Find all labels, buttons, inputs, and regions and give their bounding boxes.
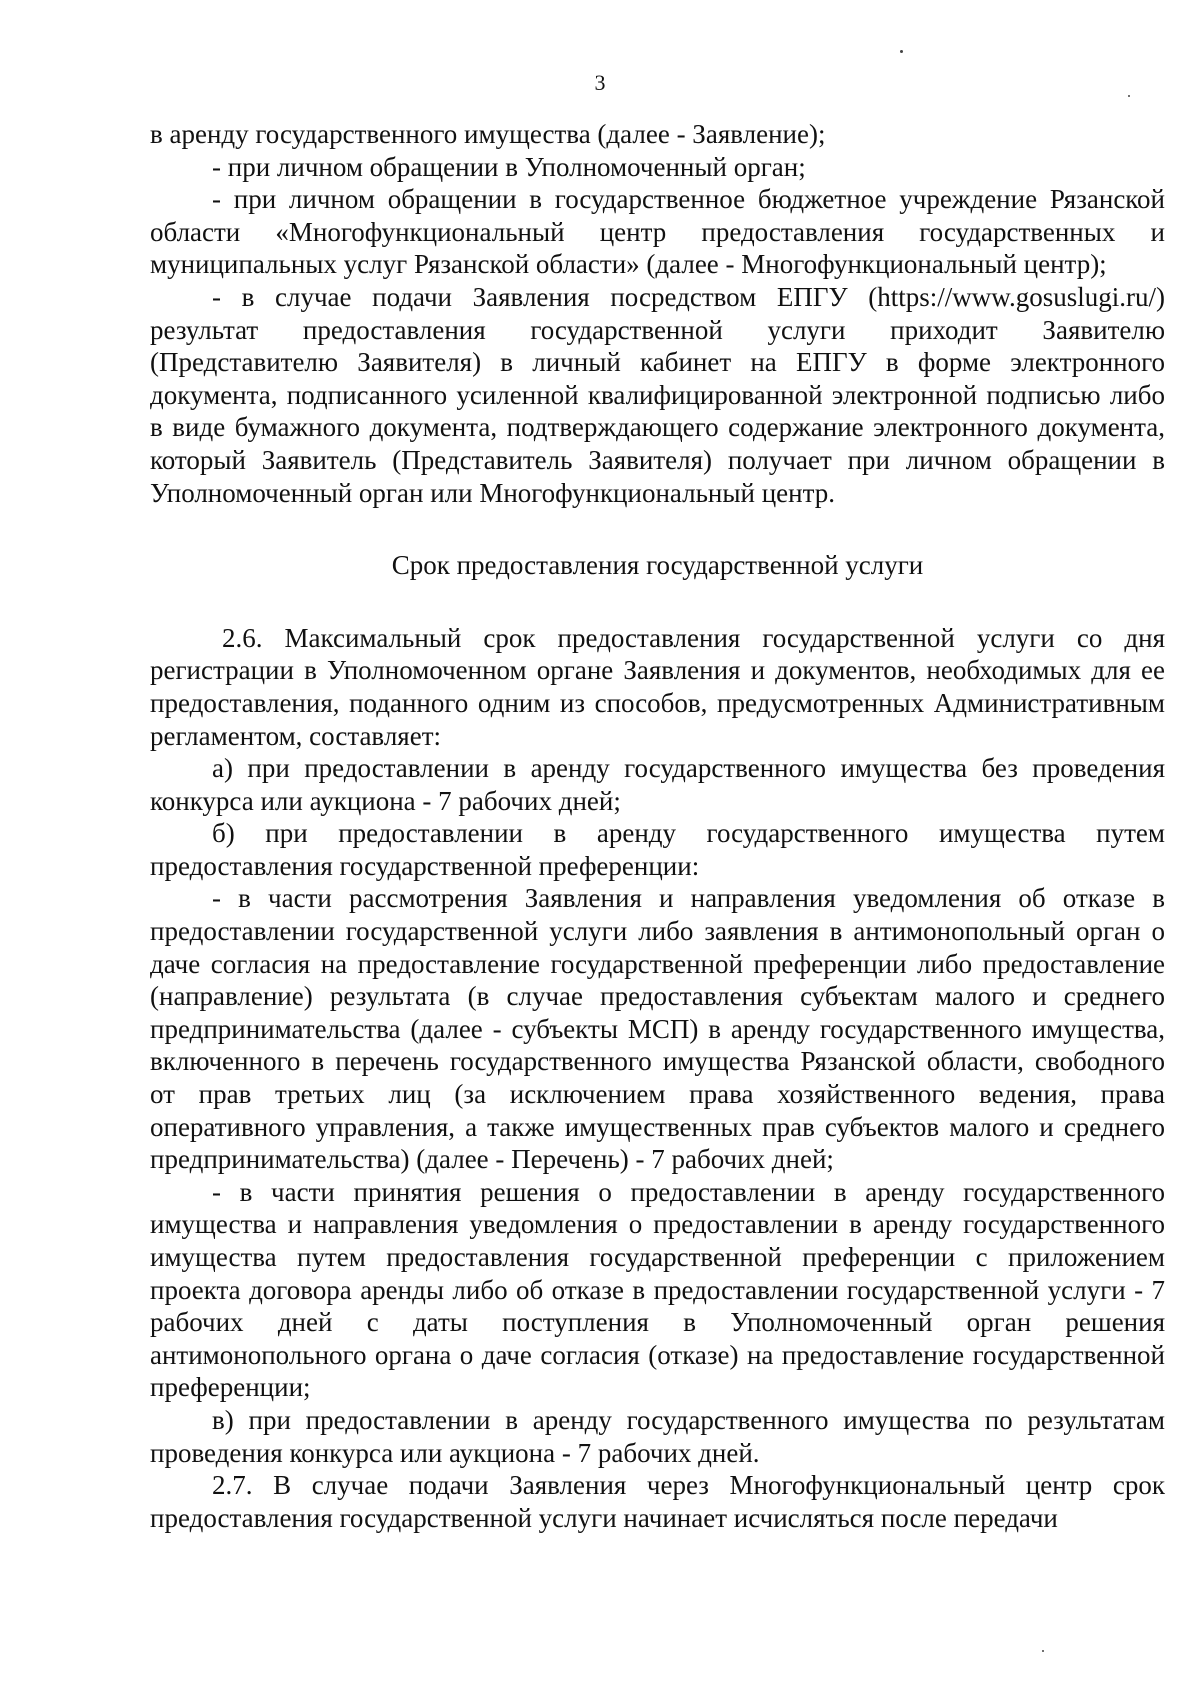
list-item-b-decision: - в части принятия решения о предоставлении в аренду государственного имущества и направления уведомления о предоставлении в аренду государственного имущества путем предоставления государственной преференции с приложением проекта договора аренды либо об отказе в предоставлении государственной услуги - 7 рабочих дней с даты поступления в Уполномоченный орган решения антимонопольного органа о даче согласия (отказе) на предоставление государственной преференции; (150, 1176, 1165, 1403)
paragraph-continuation: в аренду государственного имущества (далее - Заявление); (150, 119, 826, 149)
page-number: 3 (594, 70, 606, 95)
list-item-b: б) при предоставлении в аренду государственного имущества путем предоставления государственной преференции: (150, 818, 1165, 881)
list-item-a: а) при предоставлении в аренду государственного имущества без проведения конкурса или аукциона - 7 рабочих дней; (150, 753, 1165, 816)
section-heading: Срок предоставления государственной услуги (391, 550, 924, 581)
list-item-personal-mfc: - при личном обращении в государственное бюджетное учреждение Рязанской области «Многофункциональный центр предоставления государственных и муниципальных услуг Рязанской области» (далее - Многофункциональный центр); (150, 184, 1165, 280)
list-item-b-review: - в части рассмотрения Заявления и направления уведомления об отказе в предоставлении государственной услуги либо заявления в антимонопольный орган о даче согласия на предоставление государственной преференции либо предоставление (направление) результата (в случае предоставления субъектам малого и среднего предпринимательства (далее - субъекты МСП) в аренду государственного имущества, включенного в перечень государственного имущества Рязанской области, свободного от прав третьих лиц (за исключением права хозяйственного ведения, права оперативного управления, а также имущественных прав субъектов малого и среднего предпринимательства) (далее - Перечень) - 7 рабочих дней; (150, 883, 1165, 1175)
list-item-v: в) при предоставлении в аренду государственного имущества по результатам проведения конкурса или аукциона - 7 рабочих дней. (150, 1404, 1165, 1468)
paragraph-2-6: 2.6. Максимальный срок предоставления государственной услуги со дня регистрации в Уполномоченном органе Заявления и документов, необходимых для ее предоставления, поданного одним из способов, предусмотренных Административным регламентом, составляет: (150, 622, 1165, 751)
list-item-personal-authority: - при личном обращении в Уполномоченный орган; (212, 151, 806, 182)
paragraph-2-7: 2.7. В случае подачи Заявления через Многофункциональный центр срок предоставления государственной услуги начинает исчисляться после передачи (150, 1470, 1165, 1533)
list-item-epgu: - в случае подачи Заявления посредством ЕПГУ (https://www.gosuslugi.ru/) результат предоставления государственной услуги приходит Заявителю (Представителю Заявителя) в личный кабинет на ЕПГУ в форме электронного документа, подписанного усиленной квалифицированной электронной подписью либо в виде бумажного документа, подтверждающего содержание электронного документа, который Заявитель (Представитель Заявителя) получает при личном обращении в Уполномоченный орган или Многофункциональный центр. (150, 281, 1165, 508)
scan-speck (900, 50, 903, 53)
document-body (150, 118, 1165, 1534)
scan-speck (1042, 1650, 1044, 1652)
